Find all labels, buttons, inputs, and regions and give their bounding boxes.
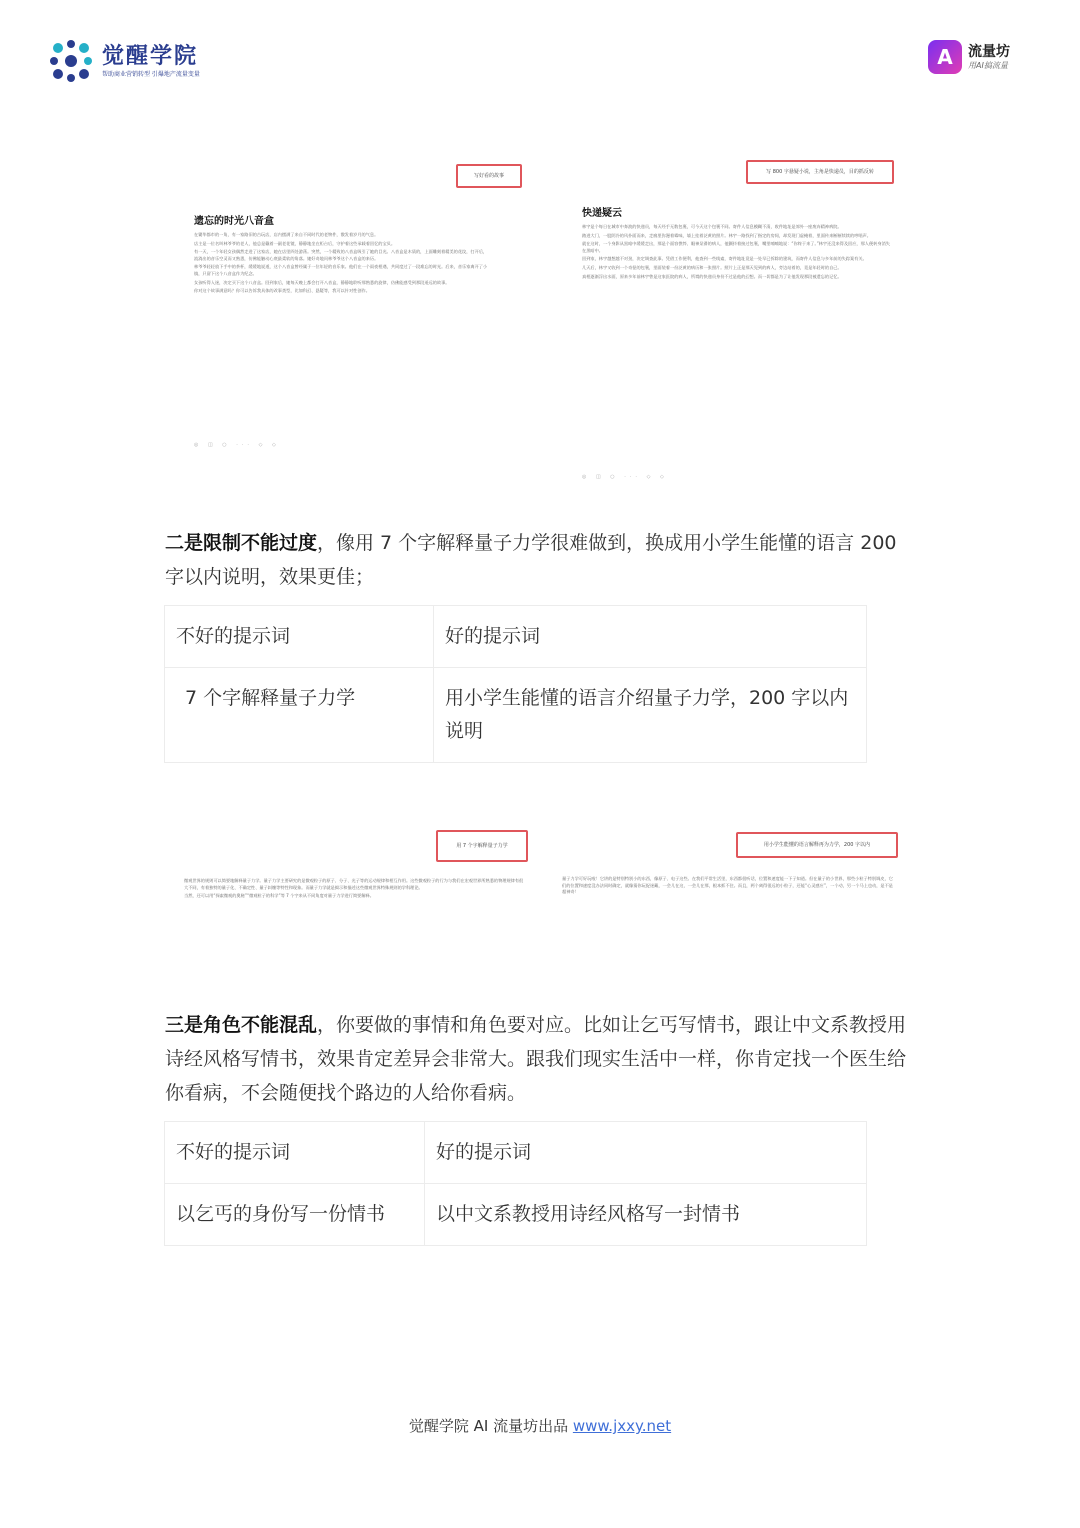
story-paragraph: 店主是一位名叫林爷爷的老人，他总是戴着一副老花镜，静静地坐在柜台后，守护着这些承载着回忆的宝贝。 bbox=[194, 240, 396, 246]
answer-paragraph: 当然，还可以用“探索微观的奥秘”“微观粒子的科学”等 7 个字来从不同角度对量子力学进行简要解释。 bbox=[184, 893, 374, 899]
header-bad-prompt: 不好的提示词 bbox=[165, 606, 434, 668]
table-row bbox=[165, 1184, 867, 1246]
bad-prompt: 以乞丐的身份写一份情书 bbox=[165, 1184, 425, 1246]
prompt-tag: 用 7 个字解释量子力学 bbox=[436, 830, 528, 862]
partner-tagline: 用AI搞流量 bbox=[968, 61, 1008, 70]
page-footer bbox=[0, 1415, 1080, 1436]
story-paragraph: 林宇是个每日在城市中奔波的快递员，每天经手无数包裹，可今天这个包裹不同。寄件人信息模糊不清，收件地址是郊外一座废弃精神病院。 bbox=[582, 224, 842, 229]
footer-link[interactable]: www.jxxy.net bbox=[572, 1417, 672, 1435]
story-paragraph: 你对这个故事满意吗？你可以告诉我具体的改事类型，比如科幻、悬疑等，我可以针对性创作。 bbox=[194, 288, 370, 294]
table-row bbox=[165, 668, 867, 763]
example-screenshot-mystery bbox=[570, 150, 900, 495]
story-paragraph: 女孩听得入迷，决定买下这个八音盒。回到家后，她每天晚上都会打开八音盒，静静地聆听那熟悉的旋律，仿佛能感受到那段遥远的故事。 bbox=[194, 279, 450, 285]
answer-paragraph: 量子力学可好玩啦！它讲的是特别特别小的东西，像原子、电子这些。在我们平常生活里，东西都很听话，位置和速度能一下子知道。但在量子的小世界，那些小粒子特别调皮，它们的位置和速度没办法同时确定，就像猜你玩捉迷藏，一会儿在这，一会儿在那，根本抓不住。而且，两个离得很远的小粒子，还能“心灵感应”，一个动，另一个马上也动，是不是超神奇！ bbox=[562, 876, 893, 895]
response-action-bar: ◎ ◫ ○ ··· ◇ ◇ bbox=[582, 474, 668, 480]
brand-logo bbox=[50, 40, 200, 82]
section-2-lead: 二是限制不能过度 bbox=[165, 532, 318, 554]
example-screenshot-quantum-short bbox=[180, 826, 530, 936]
section-3-lead: 三是角色不能混乱 bbox=[165, 1014, 318, 1036]
story-title: 快递疑云 bbox=[582, 208, 622, 219]
brand-tagline: 帮助商业营销转型 引爆地产流量变量 bbox=[102, 70, 200, 78]
partner-name: 流量坊 bbox=[968, 44, 1010, 60]
partner-logo bbox=[928, 40, 1010, 74]
story-title: 遗忘的时光八音盒 bbox=[194, 216, 274, 227]
answer-body bbox=[184, 878, 524, 902]
story-paragraph: 回到家，林宇越想越不对劲，决定调查此事。凭借工作便利，他查到一些线索，寄件地址竟是一处早已拆除的建筑，而寄件人信息与多年前的失踪案有关。 bbox=[582, 256, 867, 262]
prompt-tag: 写好看的故事 bbox=[456, 164, 522, 188]
story-paragraph: 林爷爷轻轻放下手中的茶杯，缓缓地说道，这个八音盒曾经属于一位年轻的音乐家。他们在一个雨夜相遇，共同度过了一段难忘的时光。后来，音乐家离开了小镇，只留下这个八音盒作为纪念。 bbox=[194, 264, 488, 276]
comparison-table-1 bbox=[164, 605, 867, 763]
comparison-table-2 bbox=[164, 1121, 867, 1246]
prompt-tag: 写 800 字悬疑小说，主角是快递员，目的抓反转 bbox=[746, 160, 894, 184]
example-screenshot-quantum-kids bbox=[556, 826, 901, 936]
example-screenshot-story bbox=[180, 150, 520, 470]
story-body bbox=[582, 224, 894, 282]
story-paragraph: 在繁华都市的一角，有一家路旧的古玩店，店内摆满了来自不同时代的老物件，散发着岁月的气息。 bbox=[194, 232, 379, 237]
answer-paragraph: 微观世界的规则可以简要地解释量子力学。量子力学主要研究的是微观粒子的原子、分子、光子等的运动规律和相互作用。这些微观粒子的行为与我们在宏观世界所熟悉的物理规律有很大不同，有着独特的量子化、不确定性、量子纠缠等特性和现象。而量子力学就是揭示和描述这些微观世界特殊规则的学科理论。 bbox=[184, 878, 524, 890]
section-3-paragraph bbox=[165, 1008, 920, 1110]
answer-body bbox=[562, 876, 896, 898]
section-3-text: ，你要做的事情和角色要对应。比如让乞丐写情书，跟让中文系教授用诗经风格写情书，效果肯定差异会非常大。跟我们现实生活中一样，你肯定找一个医生给你看病，不会随便找个路边的人给你看病。 bbox=[165, 1014, 907, 1104]
section-2-text: ，像用 7 个字解释量子力学很难做到，换成用小学生能懂的语言 200 字以内说明，效果更佳； bbox=[165, 532, 897, 588]
header-good-prompt: 好的提示词 bbox=[425, 1122, 867, 1184]
table-header-row bbox=[165, 1122, 867, 1184]
prompt-tag: 用小学生能懂的语言解释再为力学，200 字以内 bbox=[736, 832, 898, 858]
header-good-prompt: 好的提示词 bbox=[434, 606, 867, 668]
story-paragraph: 踏进大门，一股阴冷的风扑面而来，走廊里弥漫着霉味，墙上挂着泛黄的照片。林宇一路找到了指定的房间，却发现门虚掩着，里面传来断断续续的哼唱声。 bbox=[582, 232, 871, 238]
story-body bbox=[194, 232, 490, 297]
table-header-row bbox=[165, 606, 867, 668]
story-paragraph: 真相逐渐浮出水面，原来多年前林宇曾是这家医院的病人，所谓的快递员身份不过是他的幻想。而一切都是为了让他发现那段被遗忘的记忆。 bbox=[582, 273, 842, 279]
brand-mark-icon bbox=[50, 40, 92, 82]
bad-prompt: 7 个字解释量子力学 bbox=[165, 668, 434, 763]
good-prompt: 用小学生能懂的语言介绍量子力学，200 字以内说明 bbox=[434, 668, 867, 763]
brand-name: 觉醒学院 bbox=[102, 43, 199, 69]
header-bad-prompt: 不好的提示词 bbox=[165, 1122, 425, 1184]
footer-text: 觉醒学院 AI 流量坊出品 bbox=[408, 1417, 569, 1435]
good-prompt: 以中文系教授用诗经风格写一封情书 bbox=[425, 1184, 867, 1246]
story-paragraph: 几天后，林宇又收到一个奇怪的包裹，里面装着一份泛黄的病历和一张照片。照片上正是那天见到的病人，旁边站着的，竟是年轻时的自己。 bbox=[582, 264, 842, 270]
response-action-bar: ◎ ◫ ○ ··· ◇ ◇ bbox=[194, 442, 280, 448]
section-2-paragraph bbox=[165, 526, 920, 594]
partner-logo-icon: A bbox=[928, 40, 962, 74]
story-paragraph: 有一天，一个年轻女孩偶然走进了这家店，她在店里四处游荡。突然，一个精致的八音盒吸引了她的目光。八音盒是木质的，上面雕刻着精美的花纹，打开后，流淌出的音乐空灵而又熟悉，仿佛能触动心底最柔软的角落。她好奇地问林爷爷这个八音盒的来历。 bbox=[194, 249, 488, 261]
story-paragraph: 就在这时，一个身影从黑暗中缓缓走出，那是个面容憔悴、眼神呆滞的病人，他颤抖着接过包裹，嘴里喃喃地说：“你终于来了。”林宇还没来得及回应，那人便转身消失在黑暗中。 bbox=[582, 241, 890, 253]
